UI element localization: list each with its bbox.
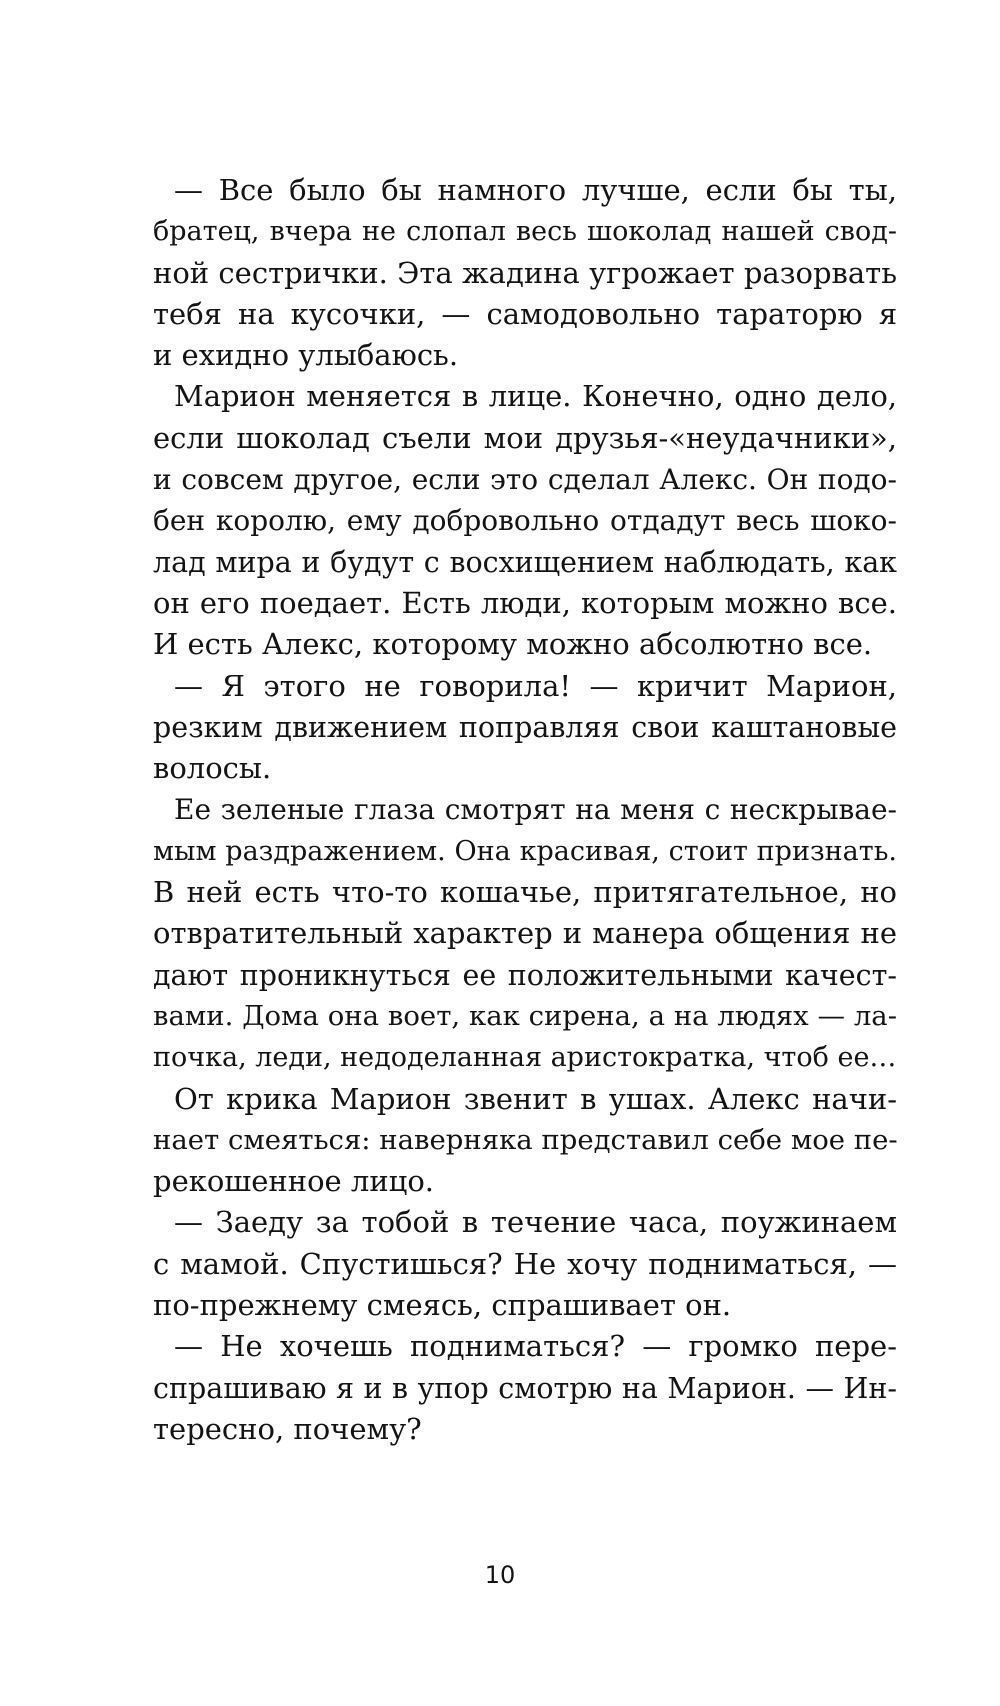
page-number: 10 bbox=[484, 1561, 516, 1589]
text-line: — Все было бы намного лучше, если бы ты, bbox=[174, 173, 897, 207]
text-line: тересно, почему? bbox=[153, 1411, 422, 1446]
text-line: почка, леди, недоделанная аристократка, чтоб ее… bbox=[153, 1042, 897, 1074]
text-line: спрашиваю я и в упор смотрю на Марион. — Ин- bbox=[153, 1371, 897, 1405]
text-line: отвратительный характер и манера общения не bbox=[153, 916, 897, 951]
text-line: В ней есть что-то кошачье, притягательное, но bbox=[153, 875, 897, 910]
text-line: братец, вчера не слопал весь шоколад нашей свод- bbox=[153, 216, 897, 248]
text-line: ной сестрички. Эта жадина угрожает разорвать bbox=[153, 255, 897, 290]
text-line: мым раздражением. Она красивая, стоит признать. bbox=[153, 835, 897, 867]
text-line: и совсем другое, если это сделал Алекс. Он подо- bbox=[153, 463, 897, 497]
text-line: резким движением поправляя свои каштановые bbox=[153, 710, 897, 744]
text-line: лад мира и будут с восхищением наблюдать, как bbox=[153, 545, 897, 579]
text-line: — Заеду за тобой в течение часа, поужинаем bbox=[174, 1205, 897, 1240]
text-line: — Я этого не говорила! — кричит Марион, bbox=[174, 668, 897, 703]
text-line: От крика Марион звенит в ушах. Алекс начи- bbox=[174, 1081, 897, 1116]
text-line: дают проникнуться ее положительными качест- bbox=[153, 958, 897, 992]
text-line: Марион меняется в лице. Конечно, одно дело, bbox=[174, 379, 897, 414]
text-line: по-прежнему смеясь, спрашивает он. bbox=[153, 1288, 732, 1323]
text-line: И есть Алекс, которому можно абсолютно все. bbox=[153, 627, 873, 662]
text-line: если шоколад съели мои друзья-«неудачники», bbox=[153, 420, 897, 455]
text-line: волосы. bbox=[153, 751, 272, 786]
text-line: с мамой. Спустишься? Не хочу подниматься, — bbox=[153, 1246, 897, 1281]
text-line: рекошенное лицо. bbox=[153, 1164, 435, 1199]
body-text bbox=[153, 170, 897, 1450]
text-line: и ехидно улыбаюсь. bbox=[153, 338, 459, 373]
text-line: вами. Дома она воет, как сирена, а на людях — ла- bbox=[153, 999, 897, 1032]
text-line: — Не хочешь подниматься? — громко пере- bbox=[174, 1329, 897, 1364]
text-line: Ее зеленые глаза смотрят на меня с нескрывае- bbox=[174, 793, 897, 827]
text-line: нает смеяться: наверняка представил себе мое пе- bbox=[153, 1123, 898, 1156]
text-line: бен королю, ему добровольно отдадут весь шоко- bbox=[153, 504, 897, 538]
text-line: тебя на кусочки, — самодовольно тараторю я bbox=[153, 296, 897, 331]
text-line: он его поедает. Есть люди, которым можно все. bbox=[153, 585, 897, 620]
